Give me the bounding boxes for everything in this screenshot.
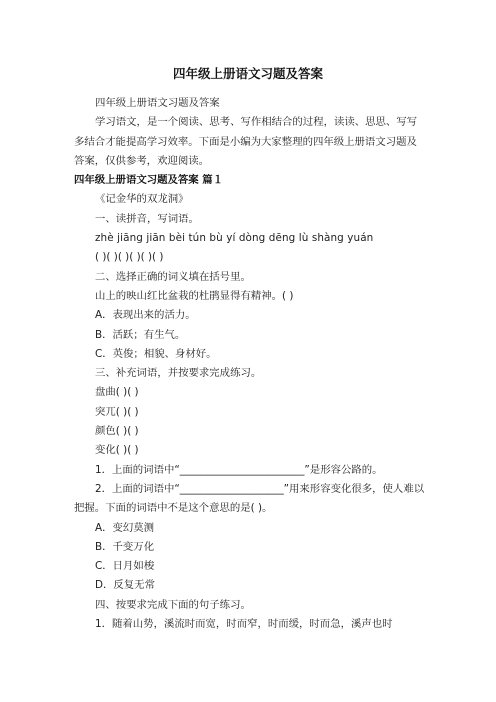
pinyin-line: zhè jiāng jiān bèi tún bù yí dòng dēng lù shàng yuán bbox=[95, 232, 374, 245]
document-body bbox=[74, 94, 426, 634]
word-item: 颜色( )( ) bbox=[95, 425, 139, 438]
option-a: A．表现出来的活力。 bbox=[95, 309, 196, 322]
question-3-item-2: 2．上面的词语中“____________________”用来形容变化很多，使人难以把握。下面的词语中不是这个意思的是( )。 bbox=[74, 482, 425, 515]
word-item: 盘曲( )( ) bbox=[95, 386, 139, 399]
question-2-sentence: 山上的映山红比盆栽的杜鹃显得有精神。( ) bbox=[95, 289, 294, 302]
question-3-item-1: 1．上面的词语中“________________________”是形容公路的。 bbox=[95, 463, 383, 476]
option-a: A．变幻莫测 bbox=[95, 521, 155, 534]
question-4-title: 四、按要求完成下面的句子练习。 bbox=[95, 598, 251, 611]
document-title: 四年级上册语文习题及答案 bbox=[172, 66, 323, 81]
question-3-title: 三、补充词语，并按要求完成练习。 bbox=[95, 367, 262, 380]
intro-paragraph: 学习语文，是一个阅读、思考、写作相结合的过程，读读、思思、写写多结合才能提高学习效率。下面是小编为大家整理的四年级上册语文习题及答案，仅供参考，欢迎阅读。 bbox=[74, 116, 418, 167]
word-item: 突兀( )( ) bbox=[95, 405, 139, 418]
section-heading: 四年级上册语文习题及答案 篇１ bbox=[74, 174, 224, 187]
answer-blanks: ( )( )( )( )( )( ) bbox=[95, 251, 164, 264]
question-2-title: 二、选择正确的词义填在括号里。 bbox=[95, 270, 251, 283]
question-4-item-1: 1．随着山势，溪流时而宽，时而窄，时而缓，时而急，溪声也时 bbox=[95, 618, 393, 631]
word-item: 变化( )( ) bbox=[95, 444, 139, 457]
option-d: D．反复无常 bbox=[95, 579, 155, 592]
subtitle: 四年级上册语文习题及答案 bbox=[95, 97, 220, 109]
option-c: C．日月如梭 bbox=[95, 560, 155, 573]
option-b: B．活跃；有生气。 bbox=[95, 328, 186, 341]
lesson-title: 《记金华的双龙洞》 bbox=[95, 193, 189, 206]
option-b: B．千变万化 bbox=[95, 540, 155, 553]
question-1-title: 一、读拼音，写词语。 bbox=[95, 212, 199, 225]
option-c: C．英俊；相貌、身材好。 bbox=[95, 347, 217, 360]
